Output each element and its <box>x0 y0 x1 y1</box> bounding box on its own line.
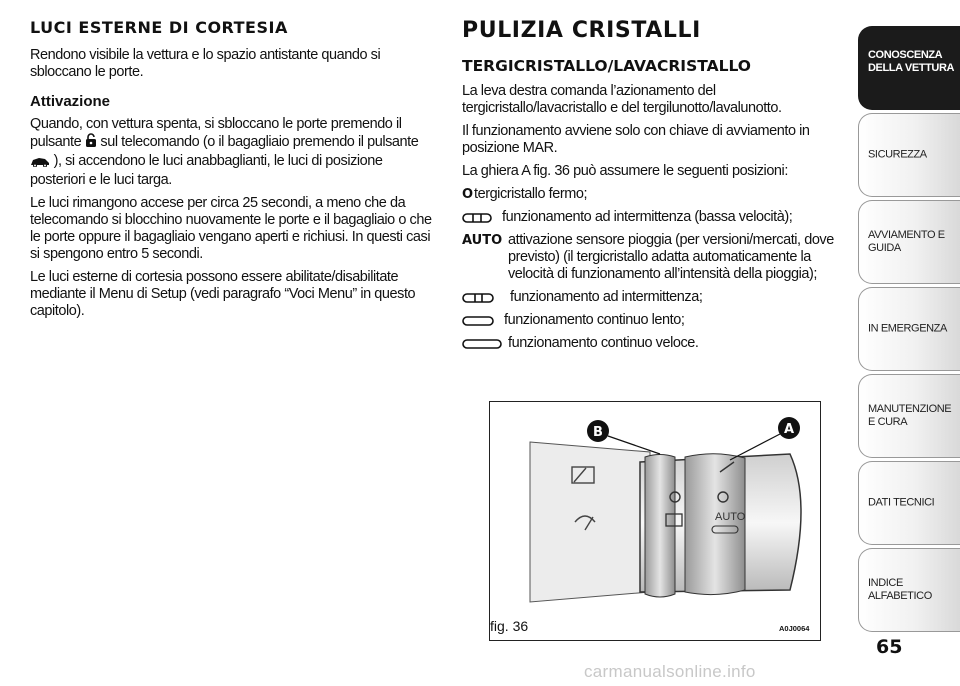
list-item <box>462 289 847 306</box>
fast-bar-icon <box>462 335 508 352</box>
duration-paragraph: Le luci rimangono accese per circa 25 secondi, a meno che da telecomando si blocchino nuovamente le porte e il bagagliaio o che le porte oppure il bagagliaio vengano aperti e richiusi. In questi casi si spengono entro 5 secondi. <box>30 195 432 262</box>
page-number: 65 <box>876 636 903 658</box>
key-paragraph: Il funzionamento avviene solo con chiave di avviamento in posizione MAR. <box>462 123 810 156</box>
tab-sicurezza[interactable]: SICUREZZA <box>858 113 960 197</box>
figure-code: A0J0064 <box>779 624 810 633</box>
left-column <box>30 18 435 326</box>
callout-b: B <box>593 425 603 440</box>
lever-paragraph: La leva destra comanda l’azionamento del tergicristallo/lavacristallo e del tergilunotto/lavalunotto. <box>462 83 782 116</box>
list-item <box>462 209 847 226</box>
wiper-lever-drawing <box>490 402 820 640</box>
wiper-washer-subtitle: TERGICRISTALLO/LAVACRISTALLO <box>462 57 751 75</box>
padlock-icon <box>85 133 97 153</box>
car-trunk-icon <box>30 155 50 172</box>
wiper-lever-figure <box>489 401 821 641</box>
activation-text-c: ), si accendono le luci anabbaglianti, le luci di posizione posteriori e le luci targa. <box>30 153 383 188</box>
tab-conoscenza[interactable]: CONOSCENZA DELLA VETTURA <box>858 26 960 110</box>
tab-avviamento[interactable]: AVVIAMENTO E GUIDA <box>858 200 960 284</box>
list-item-text: funzionamento ad intermittenza; <box>510 289 703 305</box>
list-item <box>462 232 847 283</box>
list-item-text: funzionamento continuo lento; <box>504 312 685 328</box>
tab-manutenzione[interactable]: MANUTENZIONE E CURA <box>858 374 960 458</box>
callout-a: A <box>783 422 795 437</box>
courtesy-intro: Rendono visibile la vettura e lo spazio antistante quando si sbloccano le porte. <box>30 47 381 80</box>
setup-paragraph: Le luci esterne di cortesia possono essere abilitate/disabilitate mediante il Menu di Setup (vedi paragrafo “Voci Menu” in questo capitolo). <box>30 269 416 319</box>
ring-paragraph: La ghiera A fig. 36 può assumere le seguenti posizioni: <box>462 163 788 179</box>
activation-subheading: Attivazione <box>30 93 111 110</box>
right-column <box>462 18 847 358</box>
wiper-off-symbol: O <box>462 187 473 202</box>
activation-paragraph <box>30 116 435 189</box>
list-item <box>462 312 847 329</box>
figure-caption: fig. 36 <box>490 618 529 634</box>
tab-dati-tecnici[interactable]: DATI TECNICI <box>858 461 960 545</box>
slow-bar-icon <box>462 312 504 329</box>
section-heading-courtesy-lights: LUCI ESTERNE DI CORTESIA <box>30 18 288 37</box>
intermittent-bars-icon <box>462 289 510 306</box>
list-item <box>462 335 847 352</box>
auto-symbol: AUTO <box>462 233 503 248</box>
list-item-text: attivazione sensore pioggia (per versioni/mercati, dove previsto) (il tergicristallo adatta automaticamente la velocità di funzionamento all’intensità della pioggia); <box>508 232 834 282</box>
intermittent-bars-icon <box>462 209 502 226</box>
tab-indice[interactable]: INDICE ALFABETICO <box>858 548 960 632</box>
watermark: carmanualsonline.info <box>584 662 756 681</box>
section-title-windscreen-cleaning: PULIZIA CRISTALLI <box>462 18 701 43</box>
ring-auto-label: AUTO <box>715 511 746 523</box>
list-item-text: funzionamento ad intermittenza (bassa velocità); <box>502 209 793 225</box>
list-item-text: funzionamento continuo veloce. <box>508 335 699 351</box>
chapter-tabs <box>858 26 960 635</box>
list-item <box>462 186 847 203</box>
list-item-text: tergicristallo fermo; <box>474 186 588 202</box>
activation-text-b: sul telecomando (o il bagagliaio premendo il pulsante <box>100 134 419 150</box>
activation-text-a: Quando, con vettura spenta, si sbloccano le porte premendo il pulsante <box>30 116 402 150</box>
tab-emergenza[interactable]: IN EMERGENZA <box>858 287 960 371</box>
